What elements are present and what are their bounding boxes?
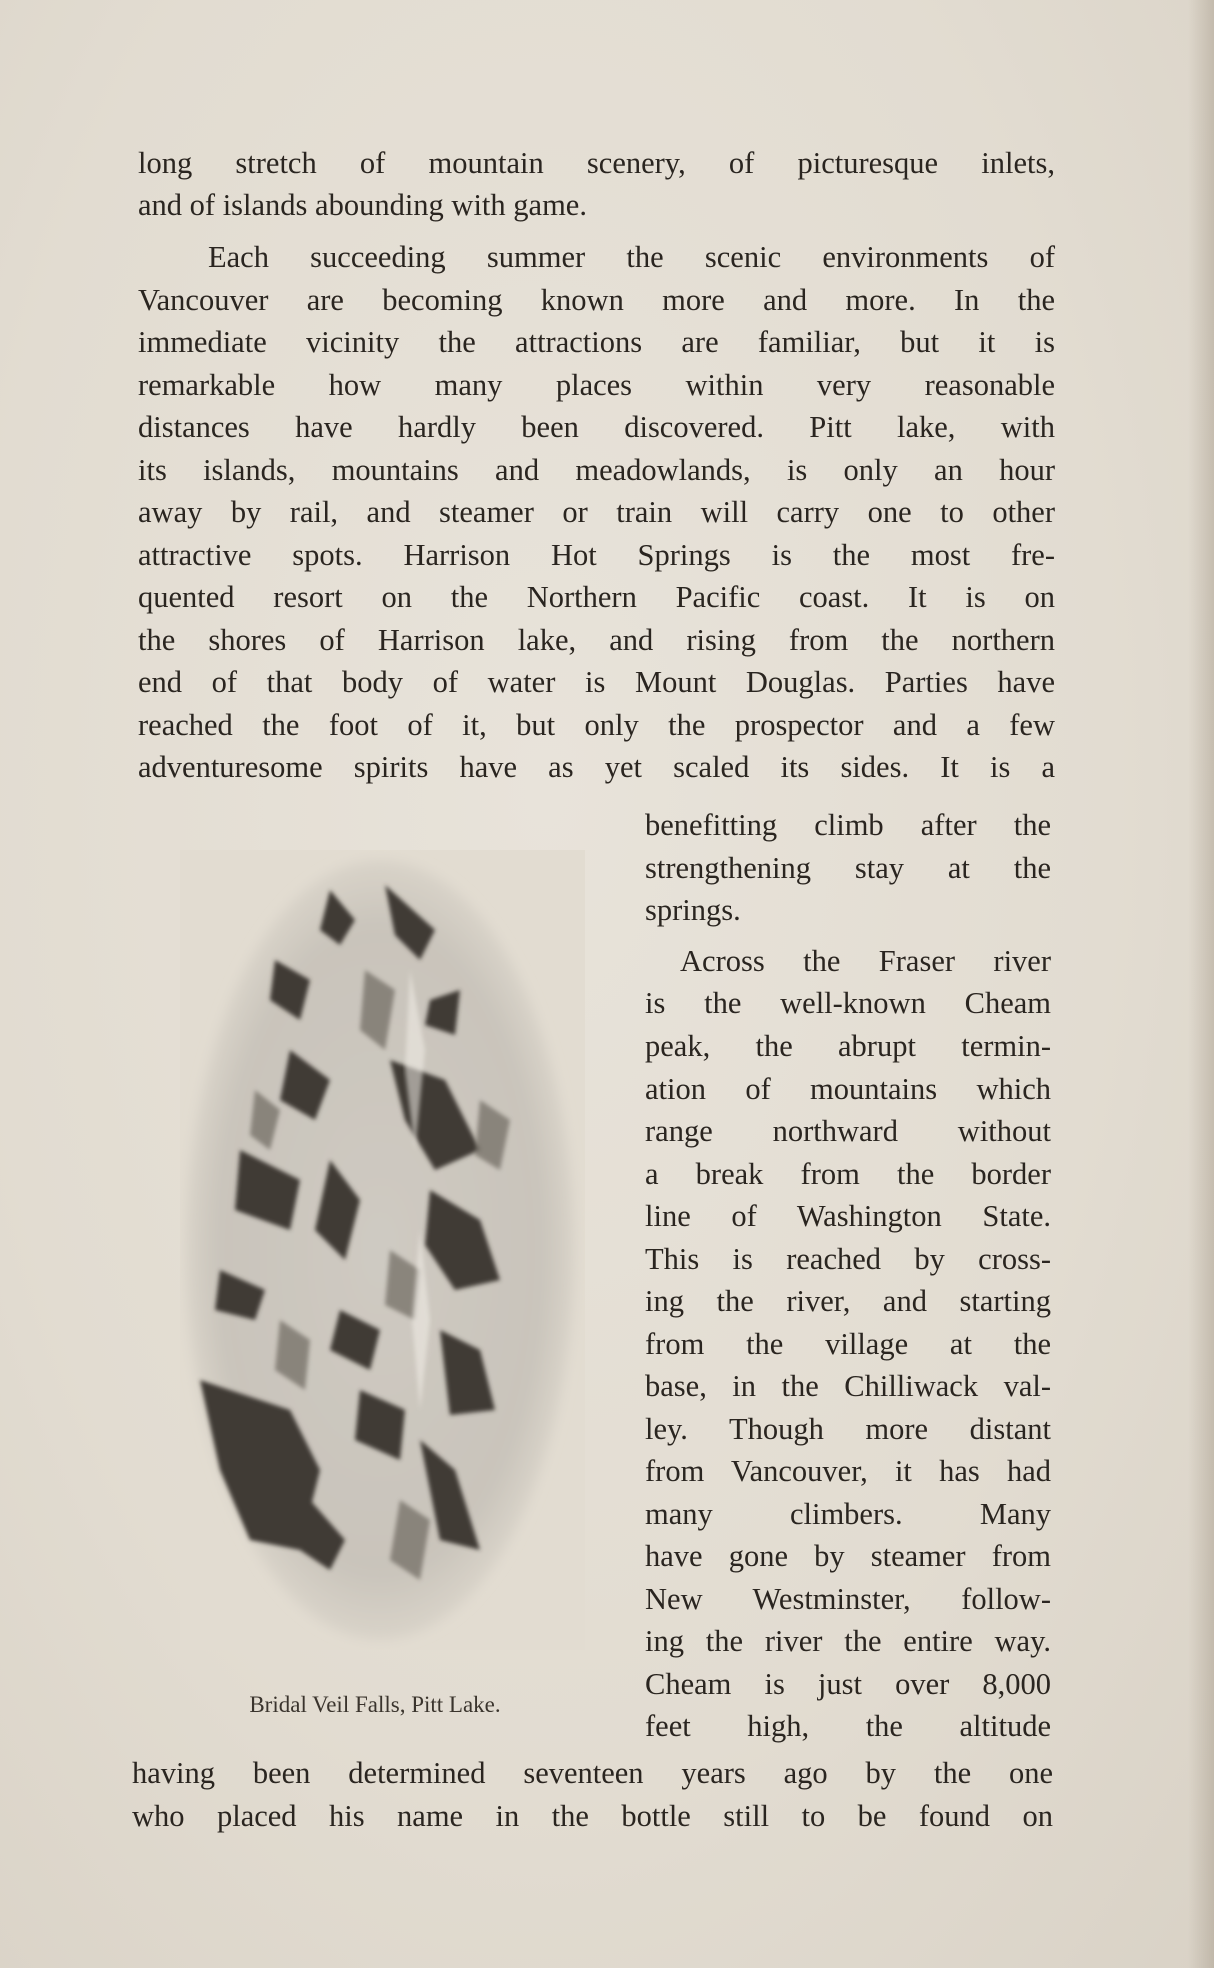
text-line: long stretch of mountain scenery, of picturesque inlets, (138, 146, 1055, 180)
text-line: quented resort on the Northern Pacific coast. It is on (138, 580, 1055, 614)
text-line: from the village at the (645, 1327, 1051, 1361)
text-line: its islands, mountains and meadowlands, is only an hour (138, 453, 1055, 487)
text-line: a break from the border (645, 1157, 1051, 1191)
text-line: springs. (645, 893, 741, 927)
text-line: line of Washington State. (645, 1199, 1051, 1233)
text-line: Cheam is just over 8,000 (645, 1667, 1051, 1701)
bridal-veil-falls-photo (180, 850, 585, 1650)
text-line: end of that body of water is Mount Douglas. Parties have (138, 665, 1055, 699)
text-line: adventuresome spirits have as yet scaled its sides. It is a (138, 750, 1055, 784)
text-line: and of islands abounding with game. (138, 188, 587, 222)
text-line: Vancouver are becoming known more and more. In the (138, 283, 1055, 317)
text-line: the shores of Harrison lake, and rising from the northern (138, 623, 1055, 657)
text-line: having been determined seventeen years ago by the one (132, 1756, 1053, 1790)
text-line: ing the river, and starting (645, 1284, 1051, 1318)
text-line: ing the river the entire way. (645, 1624, 1051, 1658)
text-line: attractive spots. Harrison Hot Springs is the most fre- (138, 538, 1055, 572)
text-line: ley. Though more distant (645, 1412, 1051, 1446)
text-line: base, in the Chilliwack val- (645, 1369, 1051, 1403)
text-line: reached the foot of it, but only the prospector and a few (138, 708, 1055, 742)
text-line: This is reached by cross- (645, 1242, 1051, 1276)
text-line: away by rail, and steamer or train will carry one to other (138, 495, 1055, 529)
text-line: Across the Fraser river (680, 944, 1051, 978)
text-line: from Vancouver, it has had (645, 1454, 1051, 1488)
text-line: immediate vicinity the attractions are familiar, but it is (138, 325, 1055, 359)
text-line: who placed his name in the bottle still to be found on (132, 1799, 1053, 1833)
text-line: is the well-known Cheam (645, 986, 1051, 1020)
text-line: peak, the abrupt termin- (645, 1029, 1051, 1063)
text-line: have gone by steamer from (645, 1539, 1051, 1573)
text-line: Each succeeding summer the scenic environments of (208, 240, 1055, 274)
text-line: many climbers. Many (645, 1497, 1051, 1531)
text-line: range northward without (645, 1114, 1051, 1148)
text-line: remarkable how many places within very reasonable (138, 368, 1055, 402)
text-line: distances have hardly been discovered. Pitt lake, with (138, 410, 1055, 444)
figure-caption: Bridal Veil Falls, Pitt Lake. (249, 1692, 501, 1717)
text-line: New Westminster, follow- (645, 1582, 1051, 1616)
text-line: strengthening stay at the (645, 851, 1051, 885)
text-line: benefitting climb after the (645, 808, 1051, 842)
text-line: ation of mountains which (645, 1072, 1051, 1106)
text-line: feet high, the altitude (645, 1709, 1051, 1743)
